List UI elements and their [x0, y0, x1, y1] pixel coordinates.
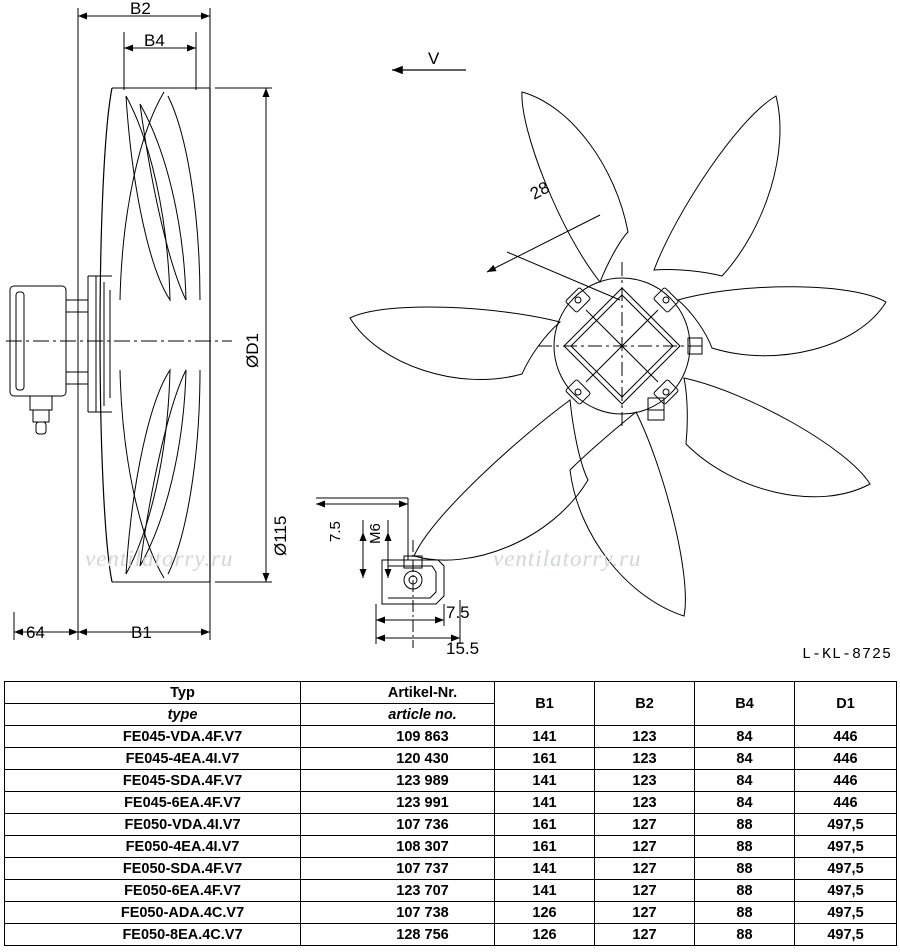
cell-d1: 446	[795, 770, 897, 792]
table-row-selected[interactable]	[5, 814, 897, 836]
cell-type: FE050-VDA.4I.V7	[5, 814, 301, 836]
header-article-en: article no.	[301, 704, 495, 726]
table-header-row-de	[5, 682, 897, 704]
cell-b2: 127	[595, 836, 695, 858]
label-d1: ØD1	[243, 333, 262, 368]
cell-b1: 161	[495, 748, 595, 770]
cell-d1: 497,5	[795, 880, 897, 902]
table-row[interactable]	[5, 726, 897, 748]
cell-b2: 123	[595, 770, 695, 792]
cell-b2: 123	[595, 726, 695, 748]
cell-b2: 127	[595, 902, 695, 924]
label-64: 64	[26, 623, 45, 642]
label-b4: B4	[144, 31, 165, 50]
cell-article: 108 307	[301, 836, 495, 858]
table-row[interactable]	[5, 858, 897, 880]
cell-b2: 123	[595, 748, 695, 770]
cell-b1: 141	[495, 858, 595, 880]
cell-b4: 84	[695, 792, 795, 814]
cell-article: 107 738	[301, 902, 495, 924]
cell-type: FE050-6EA.4F.V7	[5, 880, 301, 902]
specification-table	[4, 681, 897, 946]
cell-b1: 141	[495, 770, 595, 792]
table-row[interactable]	[5, 792, 897, 814]
cell-d1: 497,5	[795, 858, 897, 880]
header-typ-de: Typ	[5, 682, 301, 704]
drawing-code: L-KL-8725	[801, 646, 892, 663]
header-b4: B4	[695, 682, 795, 726]
cell-b4: 88	[695, 880, 795, 902]
label-d115: Ø115	[271, 515, 290, 556]
cell-b4: 88	[695, 836, 795, 858]
cell-article: 107 737	[301, 858, 495, 880]
watermark-right: ventilatorry.ru	[493, 546, 642, 571]
table-row[interactable]	[5, 770, 897, 792]
cell-article: 120 430	[301, 748, 495, 770]
cell-article: 123 989	[301, 770, 495, 792]
cell-b1: 141	[495, 792, 595, 814]
cell-b2: 127	[595, 924, 695, 946]
cell-type: FE045-6EA.4F.V7	[5, 792, 301, 814]
cell-b2: 127	[595, 858, 695, 880]
cell-b4: 84	[695, 726, 795, 748]
cell-type: FE050-SDA.4F.V7	[5, 858, 301, 880]
table-row[interactable]	[5, 836, 897, 858]
header-b1: B1	[495, 682, 595, 726]
label-flow-v: V	[428, 49, 440, 68]
table-row[interactable]	[5, 880, 897, 902]
cell-d1: 497,5	[795, 924, 897, 946]
label-75-b: 7.5	[446, 603, 470, 622]
cell-article: 107 736	[301, 814, 495, 836]
cell-b4: 88	[695, 924, 795, 946]
cell-type: FE045-VDA.4F.V7	[5, 726, 301, 748]
cell-type: FE050-8EA.4C.V7	[5, 924, 301, 946]
cell-b2: 127	[595, 880, 695, 902]
cell-d1: 446	[795, 748, 897, 770]
label-b1: B1	[131, 623, 152, 642]
cell-d1: 446	[795, 726, 897, 748]
cell-type: FE050-4EA.4I.V7	[5, 836, 301, 858]
header-typ-en: type	[5, 704, 301, 726]
cell-b1: 161	[495, 814, 595, 836]
cell-d1: 497,5	[795, 836, 897, 858]
cell-type: FE050-ADA.4C.V7	[5, 902, 301, 924]
label-b2: B2	[130, 0, 151, 18]
cell-b1: 161	[495, 836, 595, 858]
cell-b4: 84	[695, 770, 795, 792]
table-row[interactable]	[5, 902, 897, 924]
cell-type: FE045-4EA.4I.V7	[5, 748, 301, 770]
table-row[interactable]	[5, 924, 897, 946]
label-angle-28: 28	[526, 177, 553, 204]
cell-b4: 88	[695, 902, 795, 924]
label-m6: M6	[367, 523, 384, 544]
cell-b1: 126	[495, 924, 595, 946]
cell-d1: 446	[795, 792, 897, 814]
label-155: 15.5	[446, 639, 480, 658]
cell-b4: 88	[695, 858, 795, 880]
header-b2: B2	[595, 682, 695, 726]
cell-b1: 141	[495, 726, 595, 748]
cell-b4: 84	[695, 748, 795, 770]
watermark-left: ventilatorry.ru	[85, 546, 234, 571]
label-75-a: 7.5	[327, 521, 344, 542]
cell-b1: 141	[495, 880, 595, 902]
cell-b1: 126	[495, 902, 595, 924]
header-article-de: Artikel-Nr.	[301, 682, 495, 704]
cell-article: 123 707	[301, 880, 495, 902]
cell-b2: 123	[595, 792, 695, 814]
cell-article: 128 756	[301, 924, 495, 946]
header-d1: D1	[795, 682, 897, 726]
cell-b4: 88	[695, 814, 795, 836]
cell-d1: 497,5	[795, 902, 897, 924]
cell-type: FE045-SDA.4F.V7	[5, 770, 301, 792]
cell-article: 109 863	[301, 726, 495, 748]
table-row[interactable]	[5, 748, 897, 770]
cell-article: 123 991	[301, 792, 495, 814]
cell-d1: 497,5	[795, 814, 897, 836]
cell-b2: 127	[595, 814, 695, 836]
